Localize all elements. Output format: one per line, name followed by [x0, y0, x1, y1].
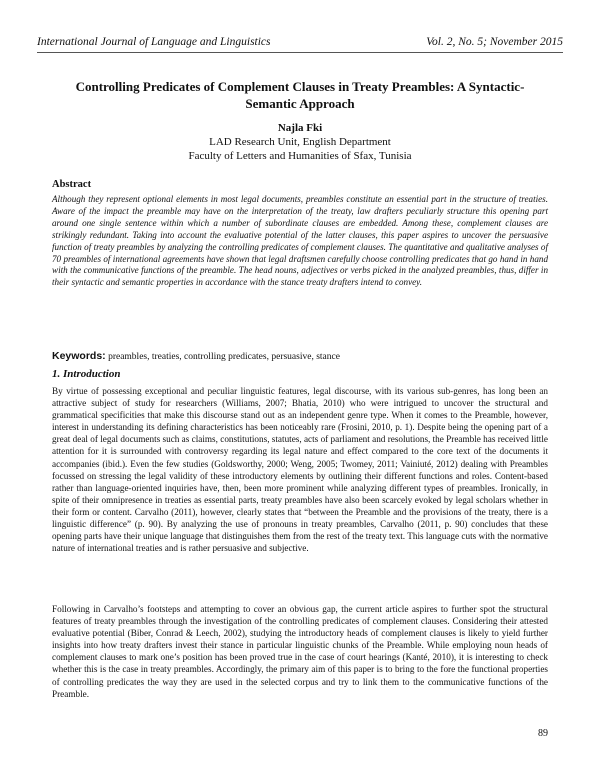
- keywords-list: preambles, treaties, controlling predicates, persuasive, stance: [108, 352, 340, 362]
- keywords-label: Keywords:: [52, 350, 106, 362]
- abstract-text: Although they represent optional elements in most legal documents, preambles constitute an essential part in the structure of treaties. Aware of the impact the preamble may have on the interpretation of the treaty, law drafters peculiarly structure this opening part around one single sentence within which a number of subordinate clauses are embedded. Among these, complement clauses are strikingly redundant. Taking into account the evaluative potential of the latter clauses, this paper aspires to uncover the persuasive function of treaty preambles by analyzing the controlling predicates of complement clauses. The quantitative and qualitative analyses of 70 preambles of international agreements have shown that legal draftsmen carefully choose controlling predicates that go hand in hand with the communicative functions of the preamble. The head nouns, adjectives or verbs picked in the analyzed preambles, thus, differ in their syntactic and semantic properties in accordance with the stance treaty drafters intend to convey.: [52, 194, 548, 288]
- author-block: [0, 121, 600, 163]
- author-name: Najla Fki: [277, 122, 323, 134]
- introduction-heading: 1. Introduction: [52, 368, 121, 380]
- keywords-line: [52, 350, 548, 362]
- page-number: 89: [538, 728, 548, 739]
- issue-info: Vol. 2, No. 5; November 2015: [426, 36, 563, 48]
- author-affiliation-1: LAD Research Unit, English Department: [209, 136, 391, 148]
- paper-title: Controlling Predicates of Complement Clauses in Treaty Preambles: A Syntactic-Semantic Approach: [75, 79, 525, 111]
- journal-name: International Journal of Language and Linguistics: [37, 36, 271, 48]
- author-affiliation-2: Faculty of Letters and Humanities of Sfax, Tunisia: [188, 150, 412, 162]
- header-rule: [37, 52, 563, 53]
- introduction-paragraph-2: Following in Carvalho’s footsteps and attempting to cover an obvious gap, the current article aspires to further spot the structural features of treaty preambles through the investigation of the controlling predicates of complement clauses. Considering their attested evaluative potential (Biber, Conrad & Leech, 2002), studying the introductory heads of complement clauses is likely to yield further insights into how treaty drafters invest their stance in particular linguistic chunks of the Preamble. While employing noun heads of complement clauses to mark one’s position has been proved true in the case of court hearings (Kanté, 2010), it is interesting to check whether this is the case in treaty preambles. Accordingly, the primary aim of this paper is to bring to the fore the functional properties of controlling predicates the way they are used in the selected corpus and try to link them to the communicative functions of the Preamble.: [52, 604, 548, 699]
- abstract-heading: Abstract: [52, 179, 92, 190]
- introduction-paragraph-1: By virtue of possessing exceptional and peculiar linguistic features, legal discourse, with its various sub-genres, has long been an attractive subject of study for researchers (Williams, 2007; Bhatia, 2010) who were intrigued to uncover the structural and grammatical specificities that make this discourse stand out as an independent genre type. When it comes to the Preamble, however, interest in understanding its defining characteristics has been noticeably rare (Frosini, 2010, p. 1). Despite being the opening part of a great deal of legal documents such as claims, constitutions, statutes, acts of parliament and resolutions, the Preamble has received little attention for it is surrounded with controversy regarding its legal nature and effect compared to the core text of the documents it accompanies (ibid.). Even the few studies (Goldsworthy, 2000; Weng, 2005; Twomey, 2011; Vainiuté, 2012) dealing with Preambles focussed on stressing the legal validity of these introductory elements by outlining their different functions and roles. Content-based rather than language-oriented inquiries have, then, been more prominent while analyzing different types of preambles. Ironically, in spite of their omnipresence in treaties as essential parts, treaty preambles have also been scarcely evoked by legal scholars whether in their form or content. Carvalho (2011), however, clearly states that “between the Preamble and the provisions of the treaty, there is a linguistic difference” (p. 90). By analyzing the use of pronouns in treaty preambles, Carvalho (2011, p. 90) concludes that these opening parts have their unique language that distinguishes them from the rest of the treaty text. This language cuts with the normative nature of international treaties and is rather persuasive and subjective.: [52, 386, 548, 554]
